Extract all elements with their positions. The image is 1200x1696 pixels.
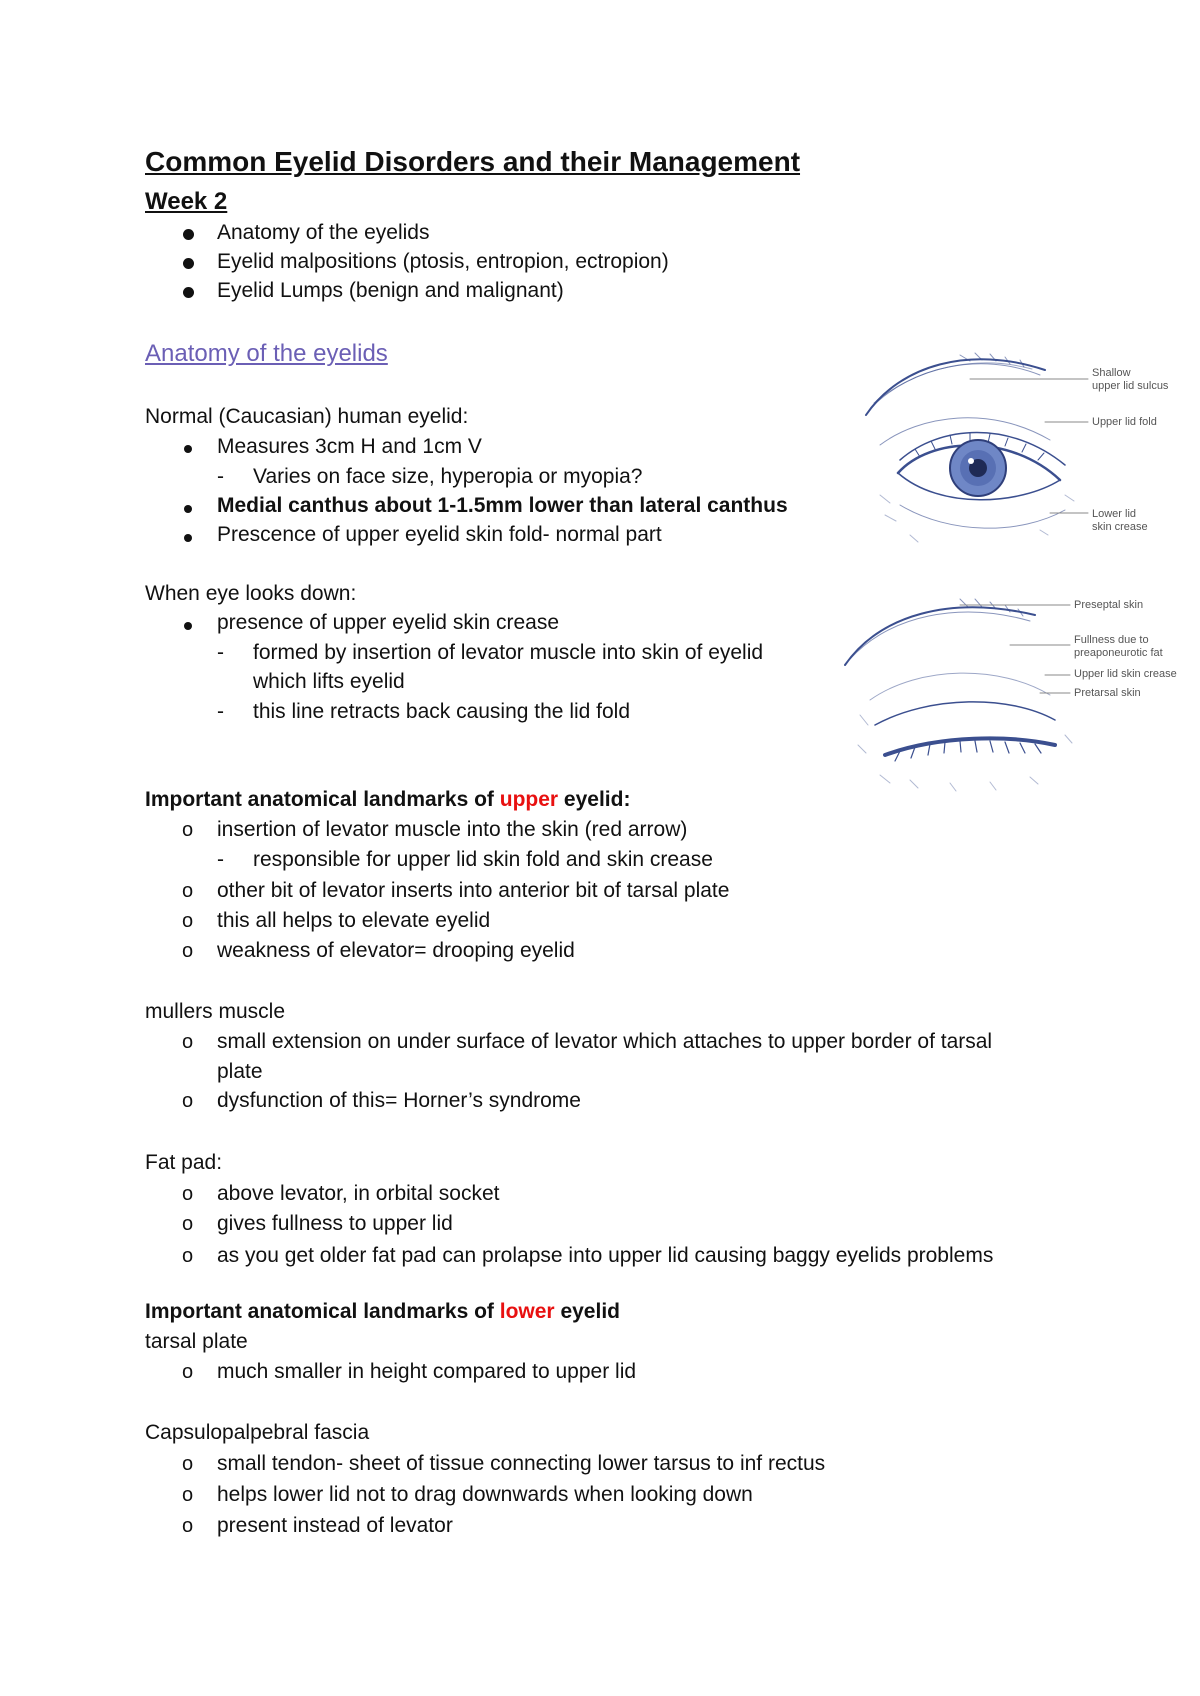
circle-bullet: o (182, 1453, 194, 1475)
emphasis-lower: lower (499, 1300, 555, 1323)
list-subitem: responsible for upper lid skin fold and skin crease (253, 848, 713, 871)
figure-label: Fullness due to (1074, 634, 1149, 646)
circle-bullet: o (182, 1031, 194, 1053)
figure-label: Upper lid skin crease (1074, 668, 1177, 680)
bullet-disc (184, 622, 192, 630)
list-item: insertion of levator muscle into the skin (red arrow) (217, 818, 688, 841)
bullet-disc (183, 229, 194, 240)
bullet-disc (184, 445, 192, 453)
capsulopalpebral-heading: Capsulopalpebral fascia (145, 1421, 370, 1444)
heading-text: Important anatomical landmarks of (145, 1300, 500, 1323)
figure-label: Lower lid (1092, 508, 1137, 520)
list-item: small tendon- sheet of tissue connecting lower tarsus to inf rectus (217, 1452, 826, 1475)
dash-marker: - (217, 465, 224, 488)
list-item: present instead of levator (217, 1514, 453, 1537)
upper-eyelid-heading (145, 786, 630, 814)
overview-item: Eyelid Lumps (benign and malignant) (217, 279, 564, 302)
list-item: above levator, in orbital socket (217, 1182, 500, 1205)
figure-label: Preseptal skin (1074, 599, 1144, 611)
list-item: small extension on under surface of levator which attaches to upper border of tarsal (217, 1030, 993, 1053)
list-item: presence of upper eyelid skin crease (217, 611, 560, 634)
list-item: gives fullness to upper lid (217, 1212, 453, 1235)
circle-bullet: o (182, 1361, 194, 1383)
closed-eye-illustration (840, 585, 1180, 810)
week-heading: Week 2 (145, 188, 228, 215)
list-item: dysfunction of this= Horner’s syndrome (217, 1089, 581, 1112)
list-item-bold: Medial canthus about 1-1.5mm lower than lateral canthus (217, 494, 788, 517)
heading-text: Important anatomical landmarks of (145, 788, 500, 811)
circle-bullet: o (182, 1515, 194, 1537)
mullers-heading: mullers muscle (145, 1000, 286, 1023)
circle-bullet: o (182, 819, 194, 841)
circle-bullet: o (182, 940, 194, 962)
looks-down-heading: When eye looks down: (145, 582, 357, 605)
circle-bullet: o (182, 1090, 194, 1112)
overview-item: Eyelid malpositions (ptosis, entropion, ectropion) (217, 250, 669, 273)
list-subitem: this line retracts back causing the lid fold (253, 700, 631, 723)
tarsal-plate-heading: tarsal plate (145, 1330, 248, 1353)
figure-label: Upper lid fold (1092, 416, 1157, 428)
lower-eyelid-heading (145, 1298, 620, 1326)
list-item: other bit of levator inserts into anterior bit of tarsal plate (217, 879, 730, 902)
overview-item: Anatomy of the eyelids (217, 221, 430, 244)
circle-bullet: o (182, 1213, 194, 1235)
list-item: this all helps to elevate eyelid (217, 909, 491, 932)
list-subitem: formed by insertion of levator muscle into skin of eyelid (253, 641, 764, 664)
bullet-disc (183, 258, 194, 269)
list-item: as you get older fat pad can prolapse into upper lid causing baggy eyelids problems (217, 1244, 994, 1267)
figure-label: Pretarsal skin (1074, 687, 1141, 699)
circle-bullet: o (182, 880, 194, 902)
list-item: much smaller in height compared to upper lid (217, 1360, 637, 1383)
dash-marker: - (217, 700, 224, 723)
bullet-disc (184, 534, 192, 542)
figure-label: skin crease (1092, 521, 1148, 533)
list-item-continued: plate (217, 1060, 263, 1083)
list-item: helps lower lid not to drag downwards when looking down (217, 1483, 753, 1506)
list-item: weakness of elevator= drooping eyelid (217, 939, 575, 962)
circle-bullet: o (182, 910, 194, 932)
fat-pad-heading: Fat pad: (145, 1151, 223, 1174)
heading-text: eyelid: (558, 788, 631, 811)
open-eye-illustration (860, 345, 1180, 565)
dash-marker: - (217, 641, 224, 664)
circle-bullet: o (182, 1183, 194, 1205)
list-subitem-continued: which lifts eyelid (253, 670, 405, 693)
document-title: Common Eyelid Disorders and their Management (145, 146, 801, 177)
dash-marker: - (217, 848, 224, 871)
heading-text: eyelid (554, 1300, 620, 1323)
bullet-disc (183, 287, 194, 298)
circle-bullet: o (182, 1245, 194, 1267)
normal-eyelid-heading: Normal (Caucasian) human eyelid: (145, 405, 469, 428)
figure-label: Shallow (1092, 367, 1131, 379)
circle-bullet: o (182, 1484, 194, 1506)
list-subitem: Varies on face size, hyperopia or myopia? (253, 465, 643, 488)
bullet-disc (184, 505, 192, 513)
list-item: Prescence of upper eyelid skin fold- normal part (217, 523, 662, 546)
section-heading-anatomy: Anatomy of the eyelids (145, 340, 388, 367)
figure-label: preaponeurotic fat (1074, 647, 1163, 659)
figure-label: upper lid sulcus (1092, 380, 1169, 392)
list-item: Measures 3cm H and 1cm V (217, 435, 482, 458)
emphasis-upper: upper (499, 788, 559, 811)
